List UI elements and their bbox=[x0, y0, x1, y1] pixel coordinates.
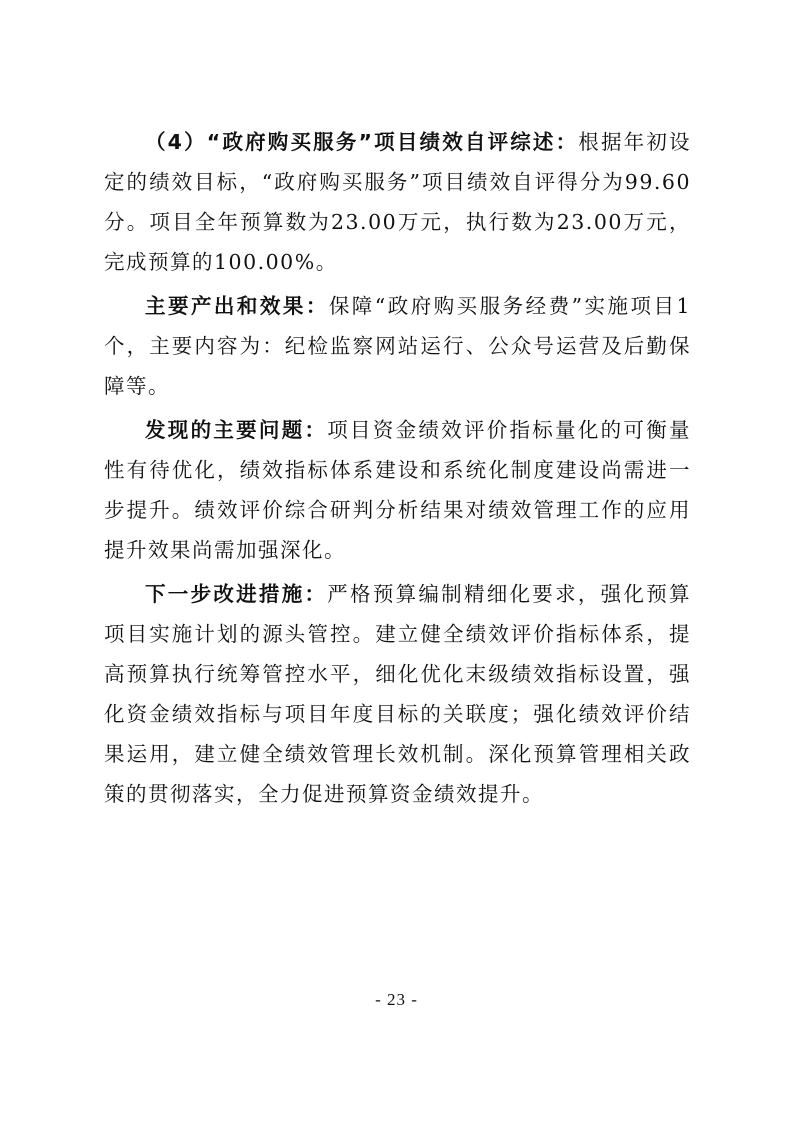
paragraph-heading: 主要产出和效果： bbox=[145, 294, 329, 318]
paragraph-improvement-measures bbox=[104, 574, 691, 814]
paragraph-body: 保障“政府购买服务经费”实施项目1个，主要内容为：纪检监察网站运行、公众号运营及后勤保障等。 bbox=[104, 294, 691, 398]
paragraph-heading: （4）“政府购买服务”项目绩效自评综述： bbox=[145, 130, 579, 154]
paragraph-body: 严格预算编制精细化要求，强化预算项目实施计划的源头管控。建立健全绩效评价指标体系，提高预算执行统筹管控水平，细化优化末级绩效指标设置，强化资金绩效指标与项目年度目标的关联度；强化绩效评价结果运用，建立健全绩效管理长效机制。深化预算管理相关政策的贯彻落实，全力促进预算资金绩效提升。 bbox=[104, 582, 692, 806]
paragraph-heading: 发现的主要问题： bbox=[145, 418, 328, 442]
paragraph-body: 项目资金绩效评价指标量化的可衡量性有待优化，绩效指标体系建设和系统化制度建设尚需进一步提升。绩效评价综合研判分析结果对绩效管理工作的应用提升效果尚需加强深化。 bbox=[104, 418, 692, 562]
paragraph-outputs-effects bbox=[104, 286, 691, 406]
paragraph-main-problems bbox=[104, 410, 691, 570]
paragraph-body: 根据年初设定的绩效目标，“政府购买服务”项目绩效自评得分为99.60分。项目全年预算数为23.00万元，执行数为23.00万元，完成预算的100.00%。 bbox=[104, 130, 691, 274]
body-text bbox=[104, 122, 691, 818]
paragraph-performance-summary bbox=[104, 122, 691, 282]
page-number: - 23 - bbox=[375, 990, 418, 1009]
paragraph-heading: 下一步改进措施： bbox=[145, 582, 328, 606]
